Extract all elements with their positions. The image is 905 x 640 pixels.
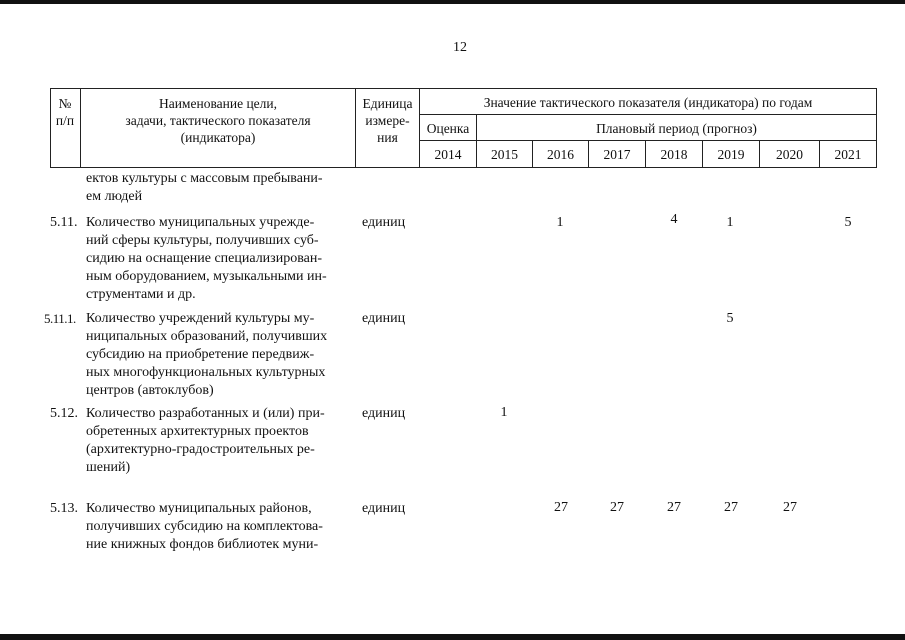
row-value: 1 [500,405,508,420]
row-name: ектов культуры с массовым пребывани- ем людей [86,171,323,204]
row-number: 5.11. [50,215,78,230]
year-header: 2018 [660,147,688,162]
row-unit: единиц [362,501,406,516]
header-mid-line-1 [419,114,877,115]
year-header: 2019 [717,147,745,162]
row-unit: единиц [362,215,406,230]
top-border [0,0,905,4]
header-bottom-line [50,167,877,168]
row-value: 27 [724,500,738,515]
year-header: 2021 [834,147,862,162]
header-top-line [50,88,877,89]
estimate-header: Оценка [426,121,470,136]
col-num-header: № п/п [55,96,75,128]
year-header: 2017 [603,147,631,162]
values-title-header: Значение тактического показателя (индикатора) по годам [483,95,813,110]
row-value: 27 [554,500,568,515]
row-unit: единиц [362,311,406,326]
plan-period-header: Плановый период (прогноз) [596,121,757,136]
row-unit: единиц [362,406,406,421]
bottom-border [0,634,905,640]
row-number: 5.12. [50,406,78,421]
row-value: 1 [726,215,734,230]
row-name: Количество муниципальных учрежде- ний сферы культуры, получивших суб- сидию на оснащение специализирован- ным оборудованием, музыкальными ин- струментами и др. [86,215,327,302]
year-header: 2020 [776,147,803,162]
year-header: 2014 [434,147,462,162]
row-value: 4 [670,212,678,227]
col-unit-header: Единица измере- ния [362,96,413,145]
row-name: Количество учреждений культуры му- ниципальных образований, получивших субсидию на приобретение передвиж- ных многофункциональных культурных центров (автоклубов) [86,311,328,398]
row-name: Количество муниципальных районов, получивших субсидию на комплектова- ние книжных фондов библиотек муни- [86,501,323,552]
row-name: Количество разработанных и (или) при- обретенных архитектурных проектов (архитектурно-градостроительных ре- шений) [86,406,325,475]
year-header: 2015 [491,147,518,162]
row-value: 5 [726,311,734,326]
col-name-header: Наименование цели, задачи, тактического показателя (индикатора) [125,96,311,145]
row-value: 27 [610,500,624,515]
row-value: 1 [556,215,564,230]
page-number: 12 [453,40,467,55]
row-number: 5.13. [50,501,78,516]
row-value: 27 [783,500,797,515]
row-value: 27 [667,500,681,515]
year-header: 2016 [547,147,574,162]
row-number: 5.11.1. [44,311,76,326]
header-mid-line-2 [419,140,877,141]
header-vline [876,88,877,168]
row-value: 5 [844,215,852,230]
header-vline [80,88,81,168]
